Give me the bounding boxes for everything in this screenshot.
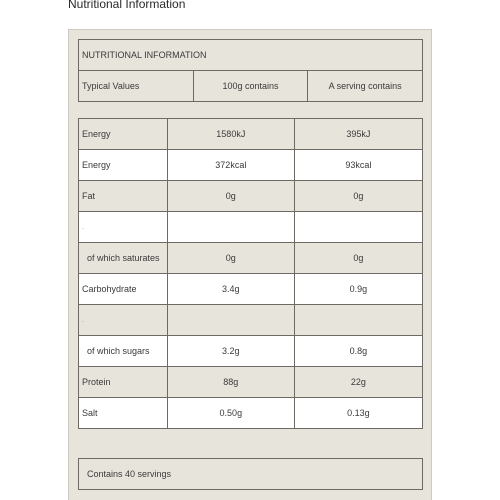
table-row [79,212,423,243]
header-row [79,71,423,102]
table-row [79,150,423,181]
row-label: Energy [79,119,168,150]
row-per-serving: 93kcal [294,150,422,181]
row-label: of which saturates [79,243,168,274]
table-row [79,181,423,212]
row-label: Carbohydrate [79,274,168,305]
nutrition-panel [68,29,432,500]
row-label: Fat [79,181,168,212]
row-per-100g [167,305,294,336]
row-label: . [79,305,168,336]
table-row [79,305,423,336]
row-per-100g: 0g [167,181,294,212]
row-per-100g: 3.2g [167,336,294,367]
table-row [79,336,423,367]
row-per-100g: 372kcal [167,150,294,181]
row-per-100g: 0.50g [167,398,294,429]
caption-row [79,40,423,71]
row-label: Protein [79,367,168,398]
row-label: of which sugars [79,336,168,367]
row-per-serving [294,212,422,243]
row-per-serving [294,305,422,336]
row-per-100g: 1580kJ [167,119,294,150]
row-per-serving: 0g [294,243,422,274]
page-title: Nutritional Information [68,0,186,11]
table-row [79,367,423,398]
header-per-100g: 100g contains [193,71,308,102]
row-per-serving: 0.8g [294,336,422,367]
header-typical-values: Typical Values [79,71,194,102]
row-label: Salt [79,398,168,429]
row-per-serving: 0g [294,181,422,212]
nutrition-values-table [78,118,423,429]
row-per-serving: 22g [294,367,422,398]
header-per-serving: A serving contains [308,71,423,102]
row-label: Energy [79,150,168,181]
row-label: . [79,212,168,243]
table-row [79,243,423,274]
table-row [79,119,423,150]
row-per-100g: 0g [167,243,294,274]
nutrition-footer-table [78,458,423,490]
table-row [79,398,423,429]
row-per-serving: 395kJ [294,119,422,150]
table-row [79,274,423,305]
row-per-serving: 0.9g [294,274,422,305]
row-per-serving: 0.13g [294,398,422,429]
servings-note: Contains 40 servings [79,459,423,490]
row-per-100g [167,212,294,243]
footer-row [79,459,423,490]
table-caption: NUTRITIONAL INFORMATION [79,40,423,71]
nutrition-header-table [78,39,423,102]
row-per-100g: 88g [167,367,294,398]
row-per-100g: 3.4g [167,274,294,305]
